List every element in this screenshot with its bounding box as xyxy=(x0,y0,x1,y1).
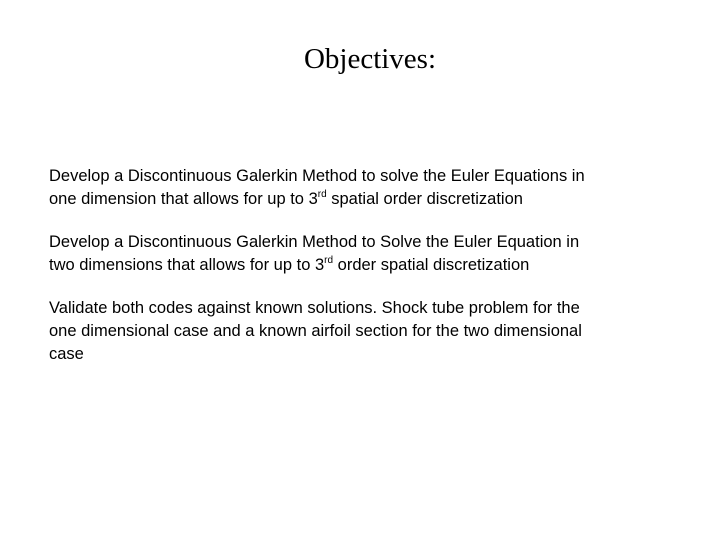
objective-1-superscript: rd xyxy=(317,189,327,200)
objective-2-line-2-start: two dimensions that allows for up to 3 xyxy=(49,256,325,274)
objective-3-line-1: Validate both codes against known solutions. Shock tube problem for the xyxy=(49,299,580,317)
objective-item-2 xyxy=(49,231,689,277)
objective-1-line-1: Develop a Discontinuous Galerkin Method to solve the Euler Equations in xyxy=(49,167,585,185)
objective-1-line-2-start: one dimension that allows for up to 3 xyxy=(49,190,318,208)
objective-2-line-1: Develop a Discontinuous Galerkin Method to Solve the Euler Equation in xyxy=(49,233,580,251)
objectives-list xyxy=(49,165,689,386)
objective-2-superscript: rd xyxy=(324,255,334,266)
objective-3-line-3: case xyxy=(49,345,84,363)
objective-item-3 xyxy=(49,297,689,366)
slide-title: Objectives: xyxy=(303,43,437,75)
objective-3-line-2: one dimensional case and a known airfoil section for the two dimensional xyxy=(49,322,582,340)
objective-1-line-2-end: spatial order discretization xyxy=(326,190,523,208)
objective-2-line-2-end: order spatial discretization xyxy=(333,256,530,274)
objective-item-1 xyxy=(49,165,689,211)
